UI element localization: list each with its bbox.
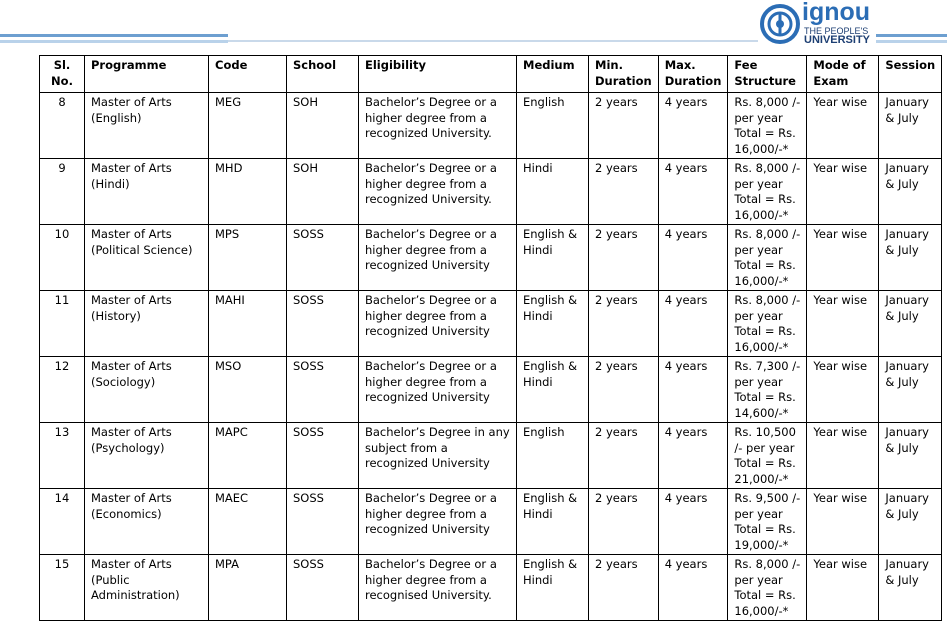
cell-school: SOSS <box>287 357 359 423</box>
cell-school: SOSS <box>287 291 359 357</box>
cell-eligibility: Bachelor’s Degree or a higher degree from a recognised University. <box>359 555 517 621</box>
cell-programme: Master of Arts (Public Administration) <box>85 555 209 621</box>
cell-mode: Year wise <box>807 555 879 621</box>
column-header: Session <box>879 56 942 93</box>
logo-tagline-top: THE PEOPLE'S <box>804 26 869 36</box>
cell-max-duration: 4 years <box>658 357 728 423</box>
cell-mode: Year wise <box>807 159 879 225</box>
cell-programme: Master of Arts (Hindi) <box>85 159 209 225</box>
cell-min-duration: 2 years <box>589 291 659 357</box>
ignou-emblem-icon <box>760 4 800 44</box>
column-header: Code <box>209 56 287 93</box>
column-header: Fee Structure <box>728 56 807 93</box>
cell-programme: Master of Arts (History) <box>85 291 209 357</box>
cell-session: January & July <box>879 291 942 357</box>
cell-school: SOSS <box>287 423 359 489</box>
cell-fee: Rs. 8,000 /- per year Total = Rs. 16,000/-* <box>728 159 807 225</box>
cell-medium: English <box>517 423 589 489</box>
cell-medium: English & Hindi <box>517 357 589 423</box>
cell-sl-no: 14 <box>40 489 85 555</box>
table-row <box>40 93 942 159</box>
table-header-row <box>40 56 942 93</box>
cell-min-duration: 2 years <box>589 159 659 225</box>
page-header <box>0 0 947 52</box>
cell-code: MPA <box>209 555 287 621</box>
cell-min-duration: 2 years <box>589 555 659 621</box>
cell-code: MEG <box>209 93 287 159</box>
column-header: Medium <box>517 56 589 93</box>
column-header: Mode of Exam <box>807 56 879 93</box>
cell-eligibility: Bachelor’s Degree or a higher degree from a recognized University <box>359 225 517 291</box>
header-rule <box>876 40 947 43</box>
cell-session: January & July <box>879 93 942 159</box>
cell-eligibility: Bachelor’s Degree or a higher degree from a recognized University. <box>359 93 517 159</box>
cell-code: MAHI <box>209 291 287 357</box>
cell-programme: Master of Arts (Sociology) <box>85 357 209 423</box>
cell-code: MAEC <box>209 489 287 555</box>
cell-medium: English & Hindi <box>517 489 589 555</box>
cell-code: MHD <box>209 159 287 225</box>
cell-fee: Rs. 8,000 /- per year Total = Rs. 16,000/-* <box>728 291 807 357</box>
cell-max-duration: 4 years <box>658 291 728 357</box>
cell-mode: Year wise <box>807 291 879 357</box>
cell-programme: Master of Arts (Political Science) <box>85 225 209 291</box>
cell-medium: English & Hindi <box>517 555 589 621</box>
logo-name: ignou <box>802 0 871 26</box>
programme-table <box>39 55 942 621</box>
cell-session: January & July <box>879 555 942 621</box>
cell-school: SOH <box>287 93 359 159</box>
logo-tagline-bottom: UNIVERSITY <box>804 34 871 46</box>
cell-mode: Year wise <box>807 489 879 555</box>
table-row <box>40 357 942 423</box>
cell-max-duration: 4 years <box>658 225 728 291</box>
table-row <box>40 423 942 489</box>
cell-max-duration: 4 years <box>658 423 728 489</box>
cell-session: January & July <box>879 225 942 291</box>
column-header: Min. Duration <box>589 56 659 93</box>
cell-fee: Rs. 9,500 /- per year Total = Rs. 19,000/-* <box>728 489 807 555</box>
ignou-logo <box>760 2 872 50</box>
cell-max-duration: 4 years <box>658 555 728 621</box>
cell-school: SOSS <box>287 555 359 621</box>
table-row <box>40 489 942 555</box>
cell-programme: Master of Arts (English) <box>85 93 209 159</box>
cell-eligibility: Bachelor’s Degree or a higher degree from a recognized University <box>359 357 517 423</box>
header-rule <box>0 40 228 43</box>
cell-session: January & July <box>879 423 942 489</box>
cell-medium: Hindi <box>517 159 589 225</box>
cell-code: MSO <box>209 357 287 423</box>
cell-medium: English <box>517 93 589 159</box>
cell-sl-no: 11 <box>40 291 85 357</box>
cell-max-duration: 4 years <box>658 489 728 555</box>
header-rule <box>876 34 947 37</box>
cell-max-duration: 4 years <box>658 93 728 159</box>
cell-fee: Rs. 7,300 /- per year Total = Rs. 14,600/-* <box>728 357 807 423</box>
cell-eligibility: Bachelor’s Degree or a higher degree from a recognized University. <box>359 159 517 225</box>
cell-programme: Master of Arts (Economics) <box>85 489 209 555</box>
cell-session: January & July <box>879 159 942 225</box>
table-row <box>40 225 942 291</box>
cell-eligibility: Bachelor’s Degree in any subject from a recognized University <box>359 423 517 489</box>
column-header: Sl. No. <box>40 56 85 93</box>
cell-eligibility: Bachelor’s Degree or a higher degree from a recognized University <box>359 489 517 555</box>
cell-code: MAPC <box>209 423 287 489</box>
cell-mode: Year wise <box>807 225 879 291</box>
cell-min-duration: 2 years <box>589 93 659 159</box>
column-header: Max. Duration <box>658 56 728 93</box>
cell-fee: Rs. 10,500 /- per year Total = Rs. 21,000/-* <box>728 423 807 489</box>
cell-session: January & July <box>879 357 942 423</box>
table-row <box>40 159 942 225</box>
cell-sl-no: 9 <box>40 159 85 225</box>
cell-min-duration: 2 years <box>589 357 659 423</box>
column-header: Programme <box>85 56 209 93</box>
cell-fee: Rs. 8,000 /- per year Total = Rs. 16,000/-* <box>728 93 807 159</box>
cell-fee: Rs. 8,000 /- per year Total = Rs. 16,000/-* <box>728 225 807 291</box>
cell-sl-no: 10 <box>40 225 85 291</box>
cell-min-duration: 2 years <box>589 489 659 555</box>
cell-mode: Year wise <box>807 357 879 423</box>
cell-sl-no: 13 <box>40 423 85 489</box>
cell-min-duration: 2 years <box>589 225 659 291</box>
cell-eligibility: Bachelor’s Degree or a higher degree from a recognized University <box>359 291 517 357</box>
cell-fee: Rs. 8,000 /- per year Total = Rs. 16,000/-* <box>728 555 807 621</box>
cell-max-duration: 4 years <box>658 159 728 225</box>
cell-medium: English & Hindi <box>517 225 589 291</box>
table-row <box>40 291 942 357</box>
cell-sl-no: 12 <box>40 357 85 423</box>
cell-school: SOH <box>287 159 359 225</box>
cell-mode: Year wise <box>807 93 879 159</box>
cell-min-duration: 2 years <box>589 423 659 489</box>
cell-sl-no: 15 <box>40 555 85 621</box>
table-row <box>40 555 942 621</box>
cell-medium: English & Hindi <box>517 291 589 357</box>
header-rule <box>228 40 758 42</box>
cell-school: SOSS <box>287 489 359 555</box>
cell-school: SOSS <box>287 225 359 291</box>
cell-code: MPS <box>209 225 287 291</box>
header-rule <box>0 34 228 37</box>
column-header: School <box>287 56 359 93</box>
cell-session: January & July <box>879 489 942 555</box>
cell-programme: Master of Arts (Psychology) <box>85 423 209 489</box>
cell-sl-no: 8 <box>40 93 85 159</box>
column-header: Eligibility <box>359 56 517 93</box>
cell-mode: Year wise <box>807 423 879 489</box>
